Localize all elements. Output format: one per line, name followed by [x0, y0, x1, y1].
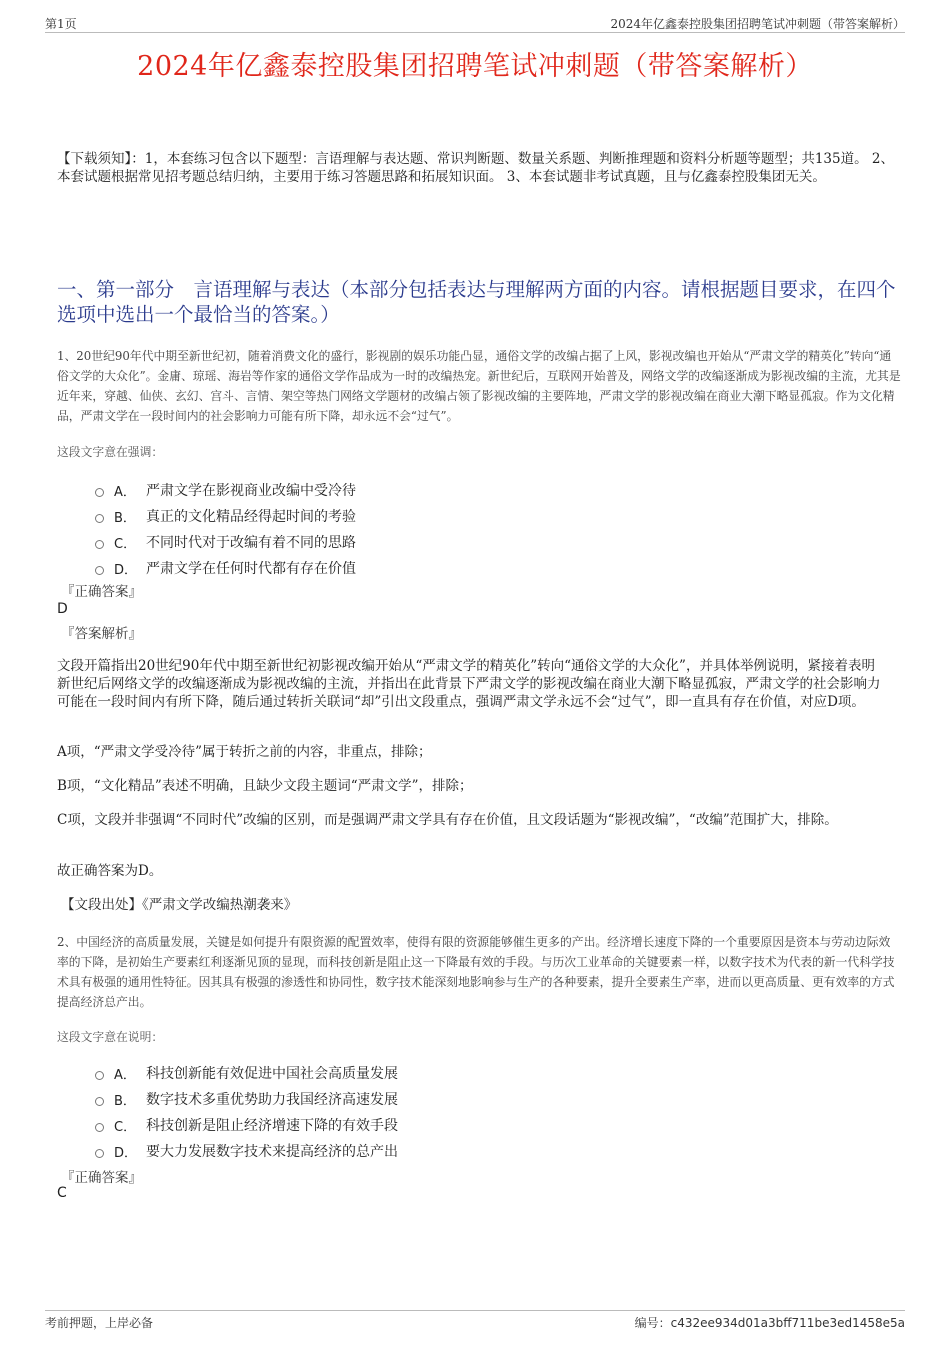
- radio-icon[interactable]: [95, 566, 104, 575]
- option-letter: C．: [114, 536, 137, 552]
- question-1-text: 1、20世纪90年代中期至新世纪初，随着消费文化的盛行，影视剧的娱乐功能凸显，通俗文学的改编占据了上风，影视改编也开始从“严肃文学的精英化”转向“通俗文学的大众化”。金庸、琼瑶、海岩等作家的通俗文学作品成为一时的改编热宠。新世纪后，互联网开始普及，网络文学的改编逐渐成为影视改编的主流，尤其是近年来，穿越、仙侠、玄幻、宫斗、言情、架空等热门网络文学题材的改编占领了影视改编的主要阵地，严肃文学的影视改编在商业大潮下略显孤寂。作为文化精品，严肃文学在一段时间内的社会影响力可能有所下降，却永远不会“过气”。: [57, 349, 901, 423]
- analysis-paragraph: B项，“文化精品”表述不明确，且缺少文段主题词“严肃文学”，排除；: [57, 778, 473, 794]
- analysis-paragraph: C项，文段并非强调“不同时代”改编的区别，而是强调严肃文学具有存在价值，且文段话题为“影视改编”，“改编”范围扩大，排除。: [57, 812, 838, 828]
- footer-code-value: c432ee934d01a3bff711be3ed1458e5a: [670, 1316, 905, 1330]
- radio-icon[interactable]: [95, 514, 104, 523]
- question-2-text: 2、中国经济的高质量发展，关键是如何提升有限资源的配置效率，使得有限的资源能够催生更多的产出。经济增长速度下降的一个重要原因是资本与劳动边际效率的下降，是初始生产要素红利逐渐见顶的显现，而科技创新是阻止这一下降最有效的手段。与历次工业革命的关键要素一样，以数字技术为代表的新一代科学技术具有极强的通用性特征。因其具有极强的渗透性和协同性，数字技术能深刻地影响参与生产的各种要素，提升全要素生产率，进而以更高质量、更有效率的方式提高经济总产出。: [57, 935, 895, 1009]
- question-2-option-d[interactable]: [95, 1138, 695, 1164]
- question-2-answer: C: [57, 1185, 67, 1201]
- option-letter: D．: [114, 1145, 138, 1161]
- option-text: 严肃文学在任何时代都有存在价值: [146, 561, 356, 577]
- option-text: 科技创新是阻止经济增速下降的有效手段: [146, 1118, 398, 1134]
- radio-icon[interactable]: [95, 488, 104, 497]
- question-1-answer: D: [57, 601, 68, 617]
- option-text: 严肃文学在影视商业改编中受冷待: [146, 483, 356, 499]
- question-2-answer-label: 『正确答案』: [61, 1170, 142, 1186]
- option-letter: C．: [114, 1119, 137, 1135]
- question-1-analysis-a: [57, 743, 887, 761]
- question-2-option-b[interactable]: [95, 1086, 695, 1112]
- option-text: 科技创新能有效促进中国社会高质量发展: [146, 1066, 398, 1082]
- option-letter: A．: [114, 1067, 136, 1083]
- option-letter: A．: [114, 484, 136, 500]
- option-text: 不同时代对于改编有着不同的思路: [146, 535, 356, 551]
- page-footer: [45, 1310, 905, 1331]
- download-notice: 【下载须知】：1，本套练习包含以下题型：言语理解与表达题、常识判断题、数量关系题、判断推理题和资料分析题等题型；共135道。 2、本套试题根据常见招考题总结归纳，主要用于练习答题思路和拓展知识面。 3、本套试题非考试真题，且与亿鑫泰控股集团无关。: [57, 151, 894, 185]
- question-1-source: 【文段出处】《严肃文学改编热潮袭来》: [61, 897, 298, 913]
- question-2-option-a[interactable]: [95, 1060, 695, 1086]
- page-number: 第1页: [45, 17, 77, 31]
- question-1-prompt: 这段文字意在强调：: [57, 445, 164, 459]
- question-1-analysis-c: [57, 811, 887, 829]
- question-1-option-c[interactable]: [95, 529, 695, 555]
- option-letter: D．: [114, 562, 138, 578]
- question-1-option-a[interactable]: [95, 477, 695, 503]
- radio-icon[interactable]: [95, 1123, 104, 1132]
- section-heading: 一、第一部分 言语理解与表达（本部分包括表达与理解两方面的内容。请根据题目要求，在四个选项中选出一个最恰当的答案。）: [57, 278, 896, 326]
- question-2-prompt: 这段文字意在说明：: [57, 1030, 164, 1044]
- question-1-option-b[interactable]: [95, 503, 695, 529]
- option-text: 真正的文化精品经得起时间的考验: [146, 509, 356, 525]
- question-1-option-d[interactable]: [95, 555, 695, 581]
- option-letter: B．: [114, 510, 136, 526]
- question-1-analysis-b: [57, 777, 887, 795]
- option-letter: B．: [114, 1093, 136, 1109]
- header-doc-title: 2024年亿鑫泰控股集团招聘笔试冲刺题（带答案解析）: [610, 17, 905, 31]
- question-2-option-c[interactable]: [95, 1112, 695, 1138]
- footer-slogan: 考前押题，上岸必备: [45, 1316, 154, 1330]
- question-1-analysis-label: 『答案解析』: [61, 626, 142, 642]
- radio-icon[interactable]: [95, 1071, 104, 1080]
- option-text: 要大力发展数字技术来提高经济的总产出: [146, 1144, 398, 1160]
- footer-code-label: 编号：: [634, 1316, 671, 1330]
- footer-code: [635, 1314, 905, 1331]
- analysis-paragraph: 文段开篇指出20世纪90年代中期至新世纪初影视改编开始从“严肃文学的精英化”转向“通俗文学的大众化”，并具体举例说明，紧接着表明新世纪后网络文学的改编逐渐成为影视改编的主流，并指出在此背景下严肃文学的影视改编在商业大潮下略显孤寂，严肃文学的社会影响力可能在一段时间内有所下降，随后通过转折关联词“却”引出文段重点，强调严肃文学永远不会“过气”，即一直具有存在价值，对应D项。: [57, 658, 881, 710]
- question-1-options: [95, 477, 695, 581]
- radio-icon[interactable]: [95, 1097, 104, 1106]
- question-2-options: [95, 1060, 695, 1164]
- analysis-paragraph: 故正确答案为D。: [57, 863, 163, 879]
- analysis-paragraph: A项，“严肃文学受冷待”属于转折之前的内容，非重点，排除；: [57, 744, 432, 760]
- radio-icon[interactable]: [95, 1149, 104, 1158]
- radio-icon[interactable]: [95, 540, 104, 549]
- page-header: [45, 14, 905, 33]
- question-1-analysis-main: [57, 657, 887, 711]
- option-text: 数字技术多重优势助力我国经济高速发展: [146, 1092, 398, 1108]
- question-1-answer-label: 『正确答案』: [61, 584, 142, 600]
- question-1-analysis-conclusion: [57, 862, 887, 880]
- document-title: 2024年亿鑫泰控股集团招聘笔试冲刺题（带答案解析）: [137, 51, 813, 82]
